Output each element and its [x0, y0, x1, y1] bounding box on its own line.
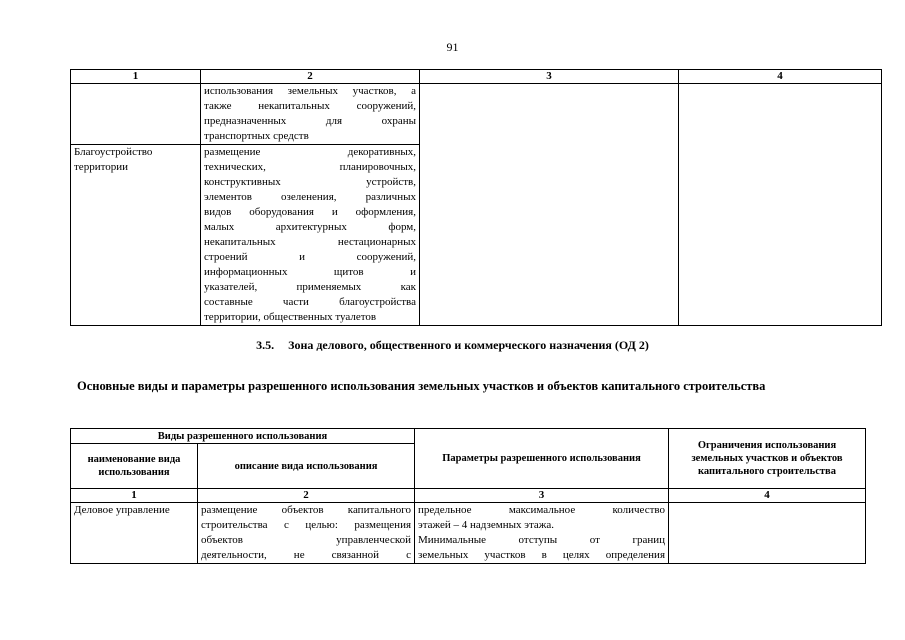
- text-line: размещение объектов капитального: [201, 504, 412, 516]
- text-line: предельное максимальное количество: [418, 504, 666, 516]
- column-number: 2: [198, 489, 415, 503]
- text-line: использования земельных участков, а: [204, 85, 416, 97]
- parameters-cell: [415, 503, 669, 564]
- text-line: видов оборудования и оформления,: [204, 206, 416, 218]
- column-number: 4: [669, 489, 866, 503]
- text-line: Минимальные отступы от границ: [418, 534, 666, 546]
- column-number: 4: [679, 70, 882, 84]
- table-header-row: [71, 429, 866, 444]
- table-number-row: [71, 489, 866, 503]
- description-cell: [201, 84, 420, 145]
- text-line: составные части благоустройства: [204, 296, 416, 308]
- group-header: Виды разрешенного использования: [71, 429, 415, 444]
- description-cell: [198, 503, 415, 564]
- restrictions-cell: [669, 503, 866, 564]
- empty-cell: [71, 84, 201, 145]
- text-line: земельных участков в целях определения: [418, 549, 666, 561]
- name-cell: Благоустройство территории: [71, 145, 201, 326]
- page-number: 91: [446, 40, 459, 54]
- text-line: некапитальных нестационарных: [204, 236, 416, 248]
- table-row: [71, 503, 866, 564]
- column-header-name: наименование вида использования: [71, 444, 198, 489]
- table-header-row: [71, 70, 882, 84]
- column-number: 3: [415, 489, 669, 503]
- column-number: 1: [71, 70, 201, 84]
- subheading: Основные виды и параметры разрешенного использования земельных участков и объектов капитального строительства: [77, 379, 766, 393]
- text-line: транспортных средств: [204, 130, 309, 142]
- column-header-parameters: Параметры разрешенного использования: [415, 429, 669, 489]
- text-line: этажей – 4 надземных этажа.: [418, 519, 555, 531]
- text-line: конструктивных устройств,: [204, 176, 416, 188]
- parameters-cell: [420, 84, 679, 326]
- text-line: технических, планировочных,: [204, 161, 416, 173]
- section-title: [0, 338, 905, 353]
- text-line: элементов озеленения, различных: [204, 191, 416, 203]
- continuation-table: [70, 69, 882, 326]
- text-line: территории, общественных туалетов: [204, 311, 377, 323]
- text-line: предназначенных для охраны: [204, 115, 416, 127]
- description-cell: [201, 145, 420, 326]
- text-line: размещение декоративных,: [204, 146, 416, 158]
- column-header-description: описание вида использования: [198, 444, 415, 489]
- column-number: 3: [420, 70, 679, 84]
- name-cell: Деловое управление: [71, 503, 198, 564]
- section-number: 3.5.: [256, 338, 275, 352]
- section-title-text: Зона делового, общественного и коммерческого назначения (ОД 2): [288, 338, 649, 352]
- text-line: указателей, применяемых как: [204, 281, 416, 293]
- text-line: строений и сооружений,: [204, 251, 416, 263]
- text-line: также некапитальных сооружений,: [204, 100, 416, 112]
- text-line: деятельности, не связанной с: [201, 549, 412, 561]
- text-line: строительства с целью: размещения: [201, 519, 412, 531]
- restrictions-cell: [679, 84, 882, 326]
- column-number: 1: [71, 489, 198, 503]
- table-row: [71, 84, 882, 145]
- column-header-restrictions: Ограничения использования земельных участков и объектов капитального строительства: [669, 429, 866, 489]
- text-line: информационных щитов и: [204, 266, 416, 278]
- permitted-use-table: [70, 428, 866, 564]
- column-number: 2: [201, 70, 420, 84]
- text-line: объектов управленческой: [201, 534, 412, 546]
- text-line: малых архитектурных форм,: [204, 221, 416, 233]
